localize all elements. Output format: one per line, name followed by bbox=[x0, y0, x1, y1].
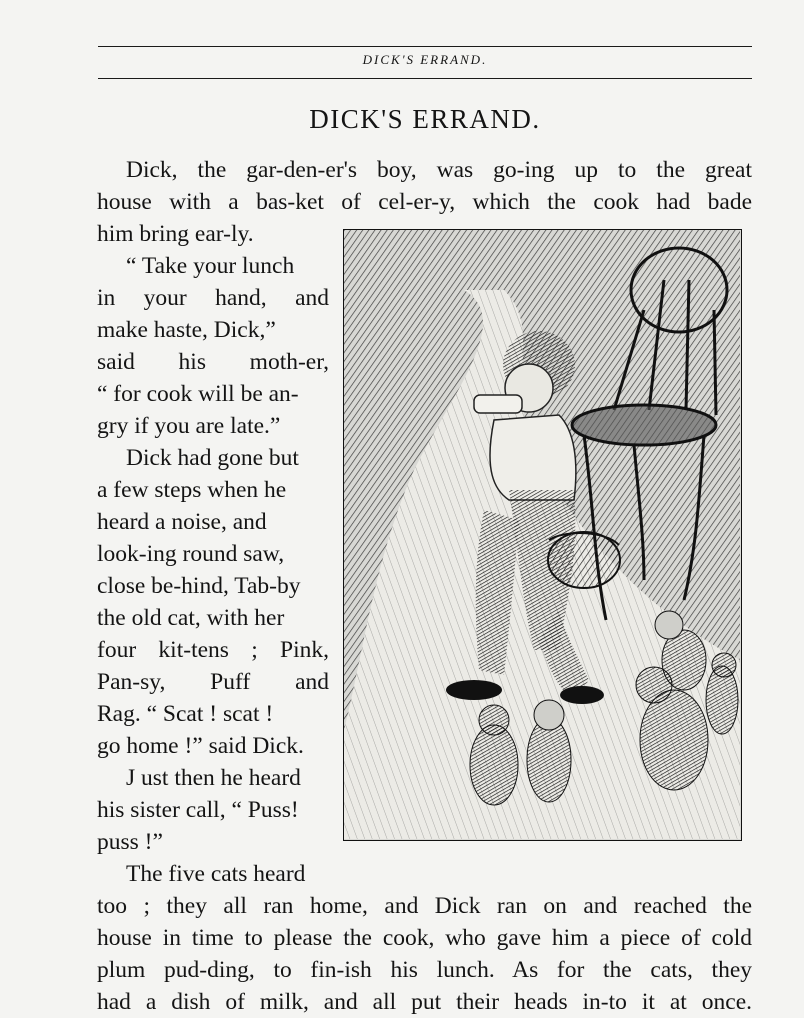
story-line: plum pud-ding, to fin-ish his lunch. As for the cats, they bbox=[97, 957, 752, 983]
header-rule-bottom bbox=[98, 78, 752, 79]
header-rule-top bbox=[98, 46, 752, 47]
story-line: Pan-sy, Puff and bbox=[97, 669, 329, 695]
running-head: DICK'S ERRAND. bbox=[362, 52, 488, 67]
story-line: The five cats heard bbox=[126, 861, 306, 887]
page-title: DICK'S ERRAND. bbox=[309, 104, 541, 134]
story-line: his sister call, “ Puss! bbox=[97, 797, 299, 823]
story-line: the old cat, with her bbox=[97, 605, 285, 631]
story-line: said his moth-er, bbox=[97, 349, 329, 375]
story-line: make haste, Dick,” bbox=[97, 317, 276, 343]
story-line: had a dish of milk, and all put their heads in-to it at once. bbox=[97, 989, 752, 1015]
story-line: look-ing round saw, bbox=[97, 541, 285, 567]
story-line: him bring ear-ly. bbox=[97, 221, 254, 247]
story-line: too ; they all ran home, and Dick ran on and reached the bbox=[97, 893, 752, 919]
story-line: Dick had gone but bbox=[126, 445, 299, 471]
story-line: gry if you are late.” bbox=[97, 413, 281, 439]
story-line: J ust then he heard bbox=[126, 765, 301, 791]
story-line: in your hand, and bbox=[97, 285, 329, 311]
story-line: go home !” said Dick. bbox=[97, 733, 304, 759]
story-illustration bbox=[343, 229, 742, 841]
story-line: house with a bas-ket of cel-er-y, which the cook had bade bbox=[97, 189, 752, 215]
story-line: puss !” bbox=[97, 829, 163, 855]
story-line: close be-hind, Tab-by bbox=[97, 573, 301, 599]
story-line: “ Take your lunch bbox=[126, 253, 295, 279]
story-line: Dick, the gar-den-er's boy, was go-ing up to the great bbox=[126, 157, 752, 183]
story-line: “ for cook will be an- bbox=[97, 381, 299, 407]
story-line: a few steps when he bbox=[97, 477, 287, 503]
story-line: heard a noise, and bbox=[97, 509, 267, 535]
story-line: four kit-tens ; Pink, bbox=[97, 637, 329, 663]
story-line: house in time to please the cook, who gave him a piece of cold bbox=[97, 925, 752, 951]
story-line: Rag. “ Scat ! scat ! bbox=[97, 701, 274, 727]
